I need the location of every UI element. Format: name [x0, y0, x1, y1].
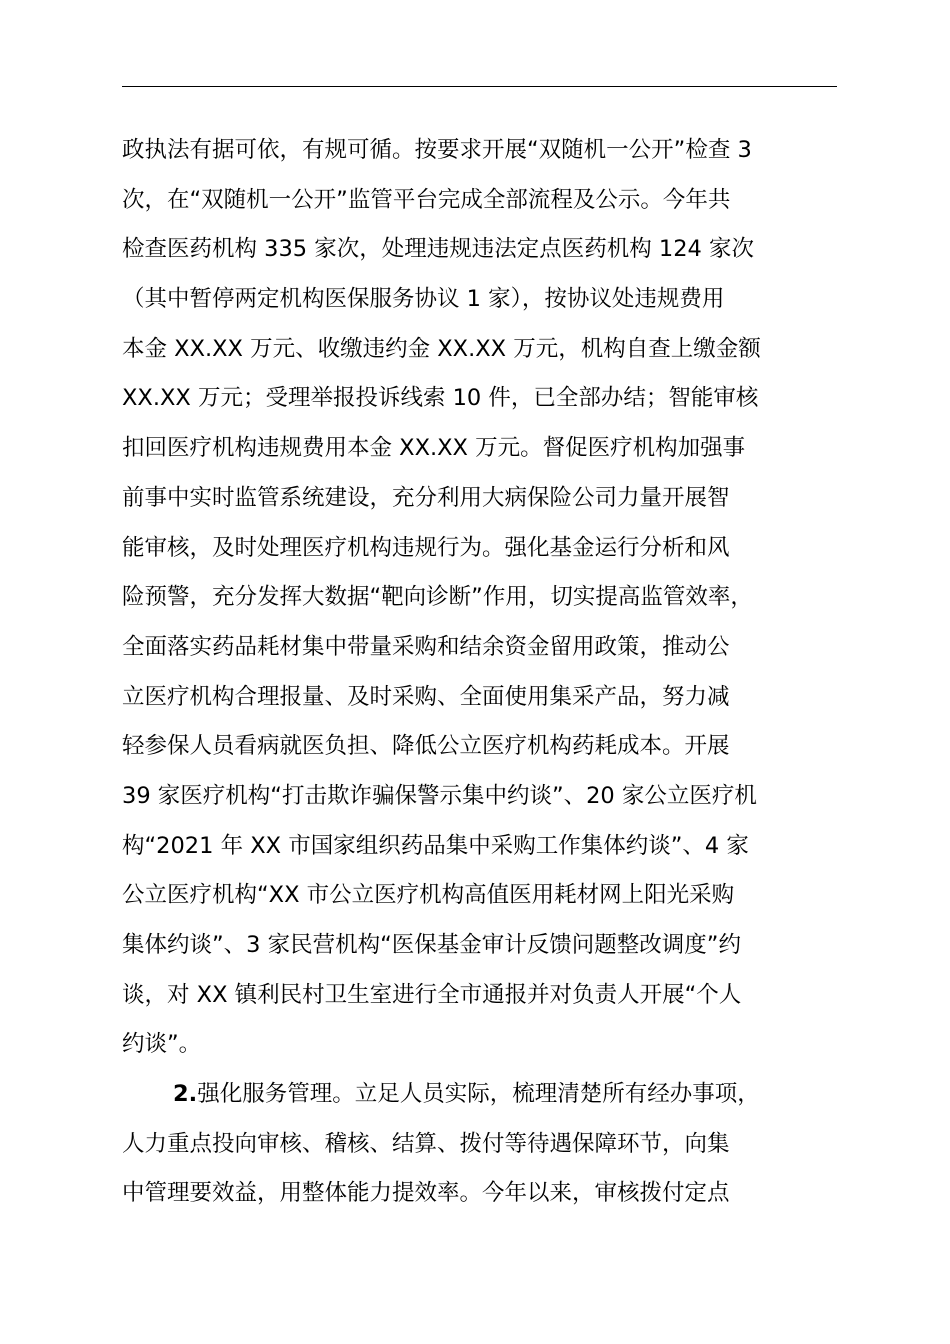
- text-line: 39 家医疗机构“打击欺诈骗保警示集中约谈”、20 家公立医疗机: [122, 782, 757, 809]
- paragraph-1: [122, 126, 862, 1070]
- text-line: 谈，对 XX 镇利民村卫生室进行全市通报并对负责人开展“个人: [122, 981, 742, 1008]
- text-line: （其中暂停两定机构医保服务协议 1 家），按协议处违规费用: [122, 286, 725, 313]
- paragraph-2: [122, 1070, 862, 1219]
- text-line: 约谈”。: [122, 1031, 202, 1058]
- text-line: 立医疗机构合理报量、及时采购、全面使用集采产品，努力减: [122, 683, 730, 710]
- paragraph-2-first-line: [122, 1070, 862, 1120]
- section-heading-text: 强化服务管理。立足人员实际，梳理清楚所有经办事项，: [197, 1081, 760, 1108]
- text-line: 政执法有据可依，有规可循。按要求开展“双随机一公开”检查 3: [122, 137, 752, 163]
- document-body: [122, 126, 862, 1219]
- text-line: 险预警，充分发挥大数据“靶向诊断”作用，切实提高监管效率，: [122, 584, 753, 611]
- text-line: 集体约谈”、3 家民营机构“医保基金审计反馈问题整改调度”约: [122, 932, 741, 958]
- text-line: 人力重点投向审核、稽核、结算、拨付等待遇保障环节，向集: [122, 1130, 730, 1157]
- text-line: 检查医药机构 335 家次，处理违规违法定点医药机构 124 家次: [122, 236, 755, 263]
- text-line: XX.XX 万元；受理举报投诉线索 10 件，已全部办结；智能审核: [122, 385, 759, 412]
- text-line: 本金 XX.XX 万元、收缴违约金 XX.XX 万元，机构自查上缴金额: [122, 335, 761, 362]
- text-line: 全面落实药品耗材集中带量采购和结余资金留用政策，推动公: [122, 633, 730, 660]
- text-line: 公立医疗机构“XX 市公立医疗机构高值医用耗材网上阳光采购: [122, 882, 735, 909]
- header-rule: [122, 86, 837, 87]
- text-line: 扣回医疗机构违规费用本金 XX.XX 万元。督促医疗机构加强事: [122, 435, 746, 462]
- text-line: 构“2021 年 XX 市国家组织药品集中采购工作集体约谈”、4 家: [122, 832, 749, 859]
- section-number: 2.: [173, 1081, 198, 1108]
- text-line: 次，在“双随机一公开”监管平台完成全部流程及公示。今年共: [122, 186, 731, 213]
- text-line: 前事中实时监管系统建设，充分利用大病保险公司力量开展智: [122, 484, 730, 511]
- text-line: 能审核，及时处理医疗机构违规行为。强化基金运行分析和风: [122, 534, 730, 561]
- text-line: 轻参保人员看病就医负担、降低公立医疗机构药耗成本。开展: [122, 733, 730, 760]
- text-line: 中管理要效益，用整体能力提效率。今年以来，审核拨付定点: [122, 1180, 730, 1207]
